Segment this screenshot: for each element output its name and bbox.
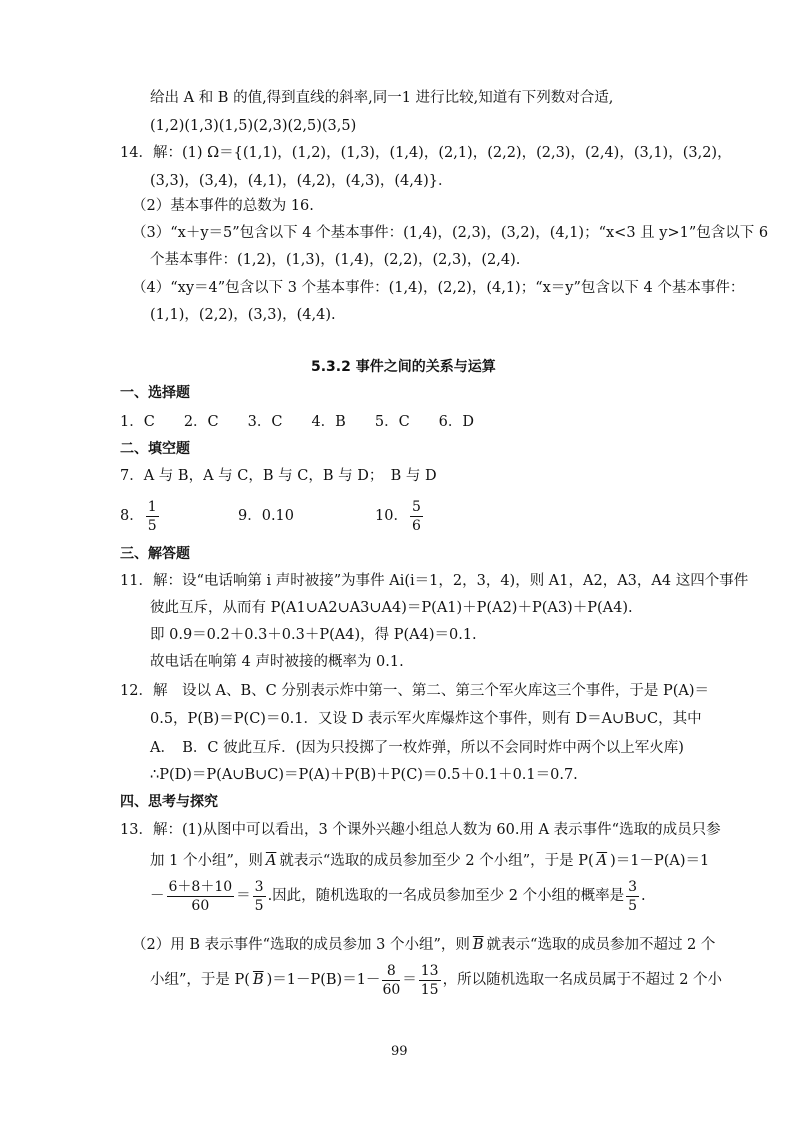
- fraction-numerator: 6＋8＋10: [168, 878, 233, 895]
- fraction-numerator: 3: [254, 878, 264, 895]
- text-line: 故电话在响第 4 声时被接的概率为 0.1.: [150, 654, 404, 670]
- text-line: A． B．C 彼此互斥．(因为只投掷了一枚炸弹，所以不会同时炸中两个以上军火库): [150, 740, 684, 756]
- text-line: ∴P(D)＝P(A∪B∪C)＝P(A)＋P(B)＋P(C)＝0.5＋0.1＋0.1＝0.7.: [150, 767, 578, 783]
- text-line: 14．解：(1) Ω＝{(1,1)，(1,2)，(1,3)，(1,4)，(2,1)，(2,2)，(2,3)，(2,4)，(3,1)，(3,2)，: [120, 145, 732, 161]
- text-span: )＝1－P(A)＝1: [610, 853, 710, 869]
- text-line: 彼此互斥，从而有 P(A1∪A2∪A3∪A4)＝P(A1)＋P(A2)＋P(A3)＋P(A4).: [150, 600, 633, 616]
- section-heading: 一、选择题: [120, 385, 190, 401]
- text-line: （3）“x＋y＝5”包含以下 4 个基本事件：(1,4)，(2,3)，(3,2)，(4,1)；“x<3 且 y>1”包含以下 6: [132, 225, 769, 241]
- answer-line: 1．C 2．C 3．C 4．B 5．C 6．D: [120, 414, 475, 430]
- text-span: .因此，随机选取的一名成员参加至少 2 个小组的概率是: [267, 888, 625, 904]
- fraction-numerator: 3: [628, 878, 638, 895]
- text-span: .: [641, 888, 646, 904]
- fraction: [626, 878, 639, 915]
- text-line: [150, 851, 709, 871]
- section-heading: 二、填空题: [120, 441, 190, 457]
- answer-line: [120, 496, 161, 536]
- fraction: [382, 962, 400, 999]
- text-line: 0.5，P(B)＝P(C)＝0.1．又设 D 表示军火库爆炸这个事件，则有 D＝A∪B∪C，其中: [150, 711, 702, 727]
- equals-sign: ＝: [236, 888, 251, 904]
- fraction-numerator: 5: [411, 498, 421, 515]
- fraction: [419, 962, 441, 999]
- fraction: [253, 878, 266, 915]
- text-line: (1,1)，(2,2)，(3,3)，(4,4).: [150, 307, 336, 323]
- answer-9: 9．0.10: [238, 508, 295, 524]
- text-span: 就表示“选取的成员参加至少 2 个小组”，于是 P(: [279, 853, 594, 869]
- section-heading: 四、思考与探究: [120, 794, 218, 810]
- formula-line: [150, 876, 646, 916]
- answer-8-label: 8．: [120, 508, 144, 524]
- answer-10-label: 10．: [375, 508, 408, 524]
- text-line: （2）基本事件的总数为 16.: [132, 198, 314, 214]
- fraction-numerator: 13: [420, 962, 439, 979]
- section-title: 5.3.2 事件之间的关系与运算: [311, 359, 496, 375]
- text-span: 小组”，于是 P(: [150, 972, 250, 988]
- text-line: 即 0.9＝0.2＋0.3＋0.3＋P(A4)，得 P(A4)＝0.1.: [150, 627, 477, 643]
- complement-symbol: $\overline{A}$: [596, 853, 608, 869]
- page-number: 99: [391, 1044, 408, 1059]
- minus-sign: －: [150, 888, 165, 904]
- text-span: )＝1－P(B)＝1－: [266, 972, 381, 988]
- fraction-numerator: 1: [147, 498, 157, 515]
- fraction-denominator: 5: [628, 897, 638, 914]
- text-span: ，所以随机选取一名成员属于不超过 2 个小: [442, 972, 723, 988]
- fraction-denominator: 6: [411, 517, 421, 534]
- complement-symbol: $\overline{B}$: [252, 972, 264, 988]
- text-line: [132, 935, 715, 955]
- text-line: (3,3)，(3,4)，(4,1)，(4,2)，(4,3)，(4,4)}．: [150, 173, 453, 189]
- text-line: 个基本事件：(1,2)，(1,3)，(1,4)，(2,2)，(2,3)，(2,4).: [150, 252, 521, 268]
- text-line: 给出 A 和 B 的值,得到直线的斜率,同一1 进行比较,知道有下列数对合适,: [150, 90, 614, 106]
- text-span: 加 1 个小组”，则: [150, 853, 263, 869]
- fraction: [410, 498, 423, 535]
- fraction-denominator: 5: [147, 517, 157, 534]
- fraction-denominator: 15: [420, 981, 439, 998]
- text-line: （4）“xy＝4”包含以下 3 个基本事件：(1,4)，(2,2)，(4,1)；“x＝y”包含以下 4 个基本事件：: [132, 280, 745, 296]
- text-span: 就表示“选取的成员参加不超过 2 个: [486, 937, 716, 953]
- text-line: 12．解 设以 A、B、C 分别表示炸中第一、第二、第三个军火库这三个事件，于是 P(A)＝: [120, 683, 710, 699]
- section-heading: 三、解答题: [120, 546, 190, 562]
- fraction-numerator: 8: [382, 962, 400, 981]
- fraction: [146, 498, 159, 535]
- text-line: 11．解：设“电话响第 i 声时被接”为事件 Ai(i＝1，2，3，4)，则 A1，A2，A3，A4 这四个事件: [120, 573, 749, 589]
- text-line: (1,2)(1,3)(1,5)(2,3)(2,5)(3,5): [150, 118, 357, 134]
- fraction: [167, 878, 235, 915]
- text-line: 13．解：(1)从图中可以看出，3 个课外兴趣小组总人数为 60.用 A 表示事件“选取的成员只参: [120, 822, 721, 838]
- answer-line: [375, 496, 425, 536]
- text-span: （2）用 B 表示事件“选取的成员参加 3 个小组”，则: [132, 937, 470, 953]
- fraction-denominator: 60: [191, 897, 210, 914]
- equals-sign: ＝: [402, 972, 417, 988]
- fraction-denominator: 60: [382, 981, 401, 998]
- formula-line: [150, 960, 722, 1000]
- fraction-denominator: 5: [254, 897, 264, 914]
- complement-symbol: $\overline{B}$: [472, 937, 484, 953]
- complement-symbol: $\overline{A}$: [265, 853, 277, 869]
- answer-line: 7．A 与 B，A 与 C，B 与 C，B 与 D； B 与 D: [120, 468, 437, 484]
